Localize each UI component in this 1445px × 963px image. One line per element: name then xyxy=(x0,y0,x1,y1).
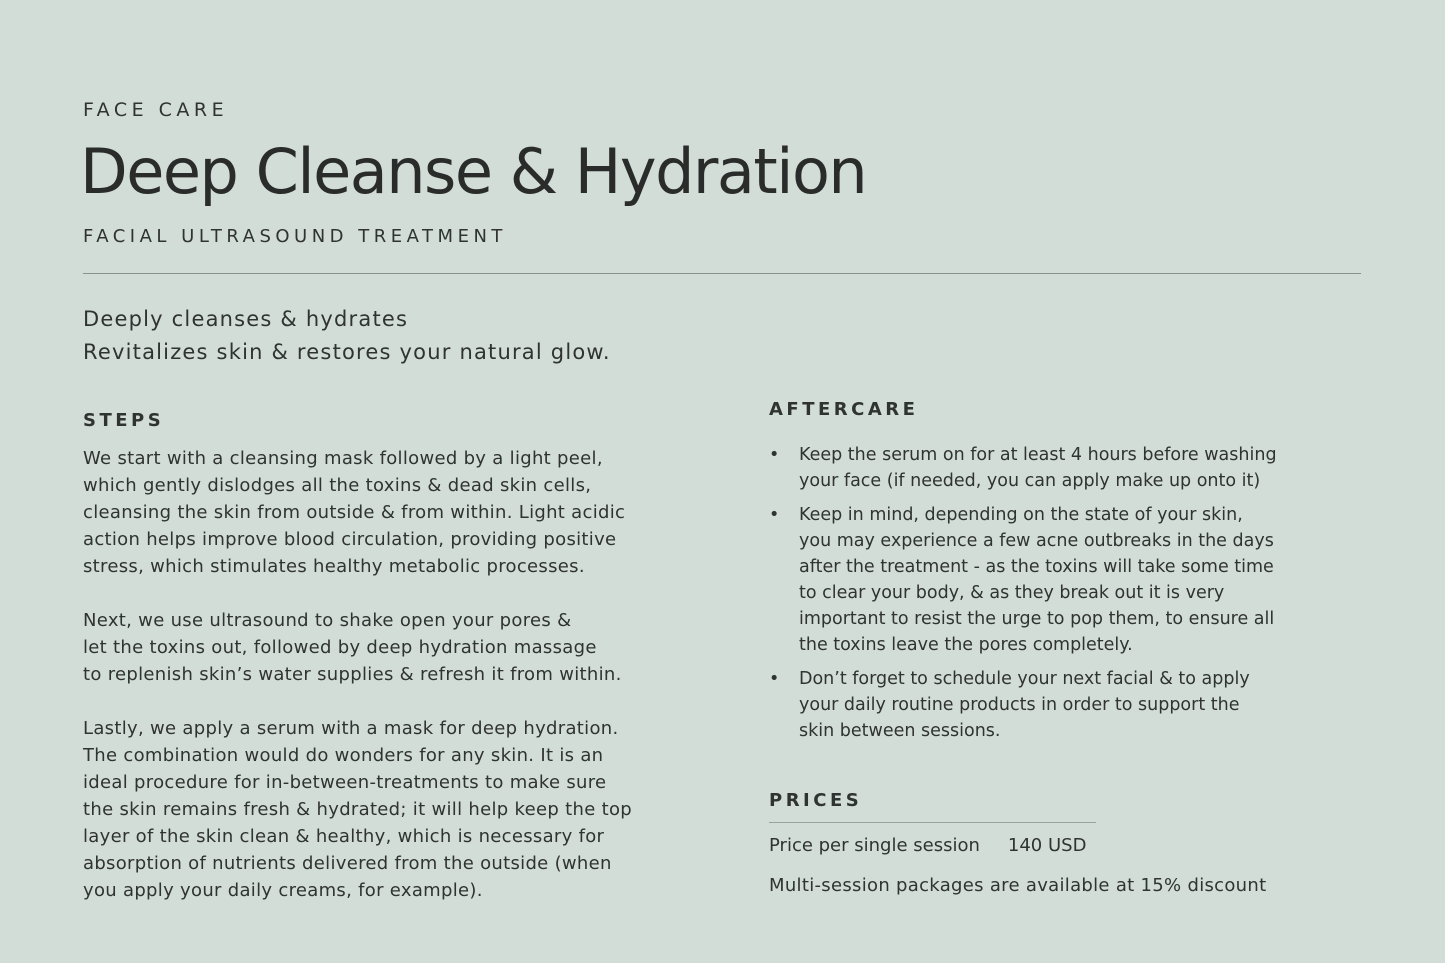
intro-line: Revitalizes skin & restores your natural glow. xyxy=(83,340,611,364)
bullet-icon: • xyxy=(769,669,780,689)
prices-divider xyxy=(769,822,1096,823)
text-line: We start with a cleansing mask followed by a light peel, xyxy=(83,448,603,469)
header-divider xyxy=(83,273,1361,274)
steps-paragraph xyxy=(83,445,663,580)
text-line: you apply your daily creams, for example). xyxy=(83,880,483,901)
intro-text xyxy=(83,303,611,369)
text-line: absorption of nutrients delivered from the outside (when xyxy=(83,853,612,874)
text-line: Keep the serum on for at least 4 hours before washing xyxy=(799,445,1277,465)
text-line: which gently dislodges all the toxins & dead skin cells, xyxy=(83,475,592,496)
steps-body xyxy=(83,445,663,931)
aftercare-list xyxy=(769,442,1369,752)
text-line: after the treatment - as the toxins will take some time xyxy=(799,557,1274,577)
text-line: to clear your body, & as they break out it is very xyxy=(799,583,1225,603)
prices-heading: PRICES xyxy=(769,790,863,811)
bullet-icon: • xyxy=(769,505,780,525)
text-line: layer of the skin clean & healthy, which is necessary for xyxy=(83,826,605,847)
steps-heading: STEPS xyxy=(83,410,165,431)
text-line: Lastly, we apply a serum with a mask for deep hydration. xyxy=(83,718,619,739)
text-line: your face (if needed, you can apply make up onto it) xyxy=(799,471,1261,491)
aftercare-heading: AFTERCARE xyxy=(769,399,919,420)
text-line: let the toxins out, followed by deep hydration massage xyxy=(83,637,597,658)
intro-line: Deeply cleanses & hydrates xyxy=(83,307,409,331)
text-line: Keep in mind, depending on the state of your skin, xyxy=(799,505,1243,525)
text-line: Don’t forget to schedule your next facial & to apply xyxy=(799,669,1250,689)
text-line: Next, we use ultrasound to shake open your pores & xyxy=(83,610,572,631)
single-session-price xyxy=(769,835,1086,856)
text-line: The combination would do wonders for any skin. It is an xyxy=(83,745,604,766)
aftercare-item xyxy=(769,666,1369,744)
text-line: cleansing the skin from outside & from within. Light acidic xyxy=(83,502,626,523)
steps-paragraph xyxy=(83,715,663,904)
text-line: the toxins leave the pores completely. xyxy=(799,635,1133,655)
bullet-icon: • xyxy=(769,445,780,465)
text-line: your daily routine products in order to support the xyxy=(799,695,1240,715)
text-line: to replenish skin’s water supplies & refresh it from within. xyxy=(83,664,622,685)
aftercare-item xyxy=(769,502,1369,658)
category-label: FACE CARE xyxy=(83,99,229,121)
text-line: you may experience a few acne outbreaks in the days xyxy=(799,531,1274,551)
text-line: ideal procedure for in-between-treatments to make sure xyxy=(83,772,607,793)
package-discount-note: Multi-session packages are available at 15% discount xyxy=(769,875,1267,896)
steps-paragraph xyxy=(83,607,663,688)
price-value: 140 USD xyxy=(1007,835,1087,856)
text-line: the skin remains fresh & hydrated; it will help keep the top xyxy=(83,799,632,820)
aftercare-item xyxy=(769,442,1369,494)
text-line: stress, which stimulates healthy metabolic processes. xyxy=(83,556,585,577)
treatment-subtitle: FACIAL ULTRASOUND TREATMENT xyxy=(83,226,507,247)
page-title: Deep Cleanse & Hydration xyxy=(80,135,867,208)
text-line: skin between sessions. xyxy=(799,721,1001,741)
text-line: important to resist the urge to pop them, to ensure all xyxy=(799,609,1275,629)
price-label: Price per single session xyxy=(769,835,980,856)
text-line: action helps improve blood circulation, providing positive xyxy=(83,529,617,550)
